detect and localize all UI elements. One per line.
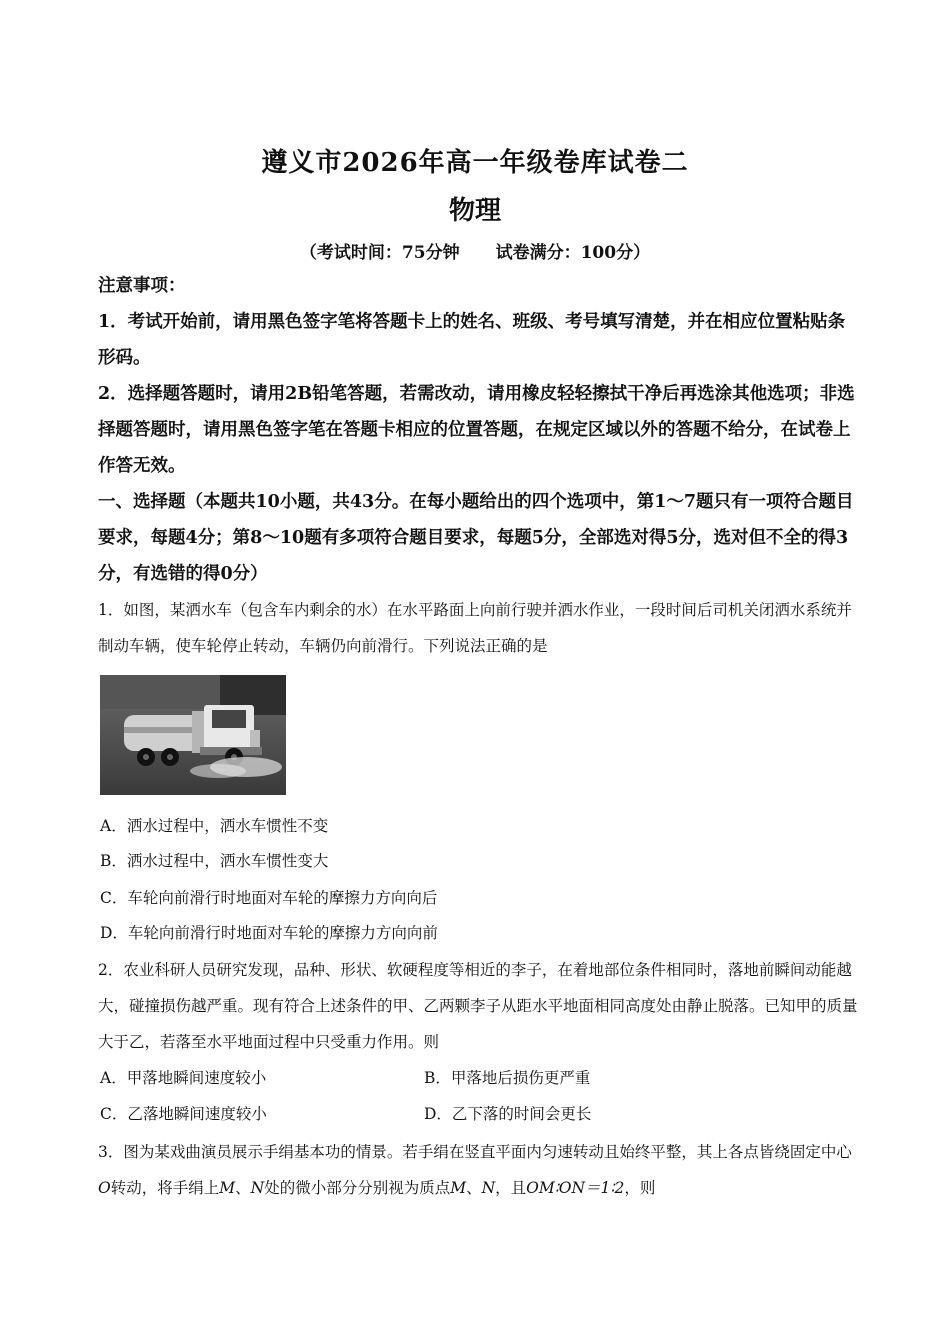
q3-symbol-m2: M [450, 1179, 467, 1197]
sprinkler-truck-photo [100, 675, 286, 795]
question-1-stem: 1．如图，某洒水车（包含车内剩余的水）在水平路面上向前行驶并洒水作业，一段时间后司机关闭洒水系统并制动车辆，使车轮停止转动，车辆仍向前滑行。下列说法正确的是 [98, 601, 852, 655]
notice-heading: 注意事项： [98, 276, 186, 296]
q1-option-b: B．洒水过程中，洒水车惯性变大 [100, 852, 329, 870]
section-1-heading: 一、选择题（本题共10小题，共43分。在每小题给出的四个选项中，第1～7题只有一项符合题目要求，每题4分；第8～10题有多项符合题目要求，每题5分，全部选对得5分，选对但不全的得3分，有选错的得0分） [98, 492, 854, 584]
q1-option-d: D．车轮向前滑行时地面对车轮的摩擦力方向向前 [100, 924, 438, 942]
question-2-stem: 2．农业科研人员研究发现，品种、形状、软硬程度等相近的李子，在着地部位条件相同时，落地前瞬间动能越大，碰撞损伤越严重。现有符合上述条件的甲、乙两颗李子从距水平地面相同高度处由静止脱落。已知甲的质量大于乙，若落至水平地面过程中只受重力作用。则 [98, 961, 858, 1051]
q3-symbol-n2: N [481, 1179, 496, 1197]
q3-text-4: ，且 [495, 1179, 527, 1197]
exam-title: 遵义市2026年高一年级卷库试卷二 [261, 148, 689, 178]
q3-sep-2: 、 [466, 1179, 482, 1197]
q2-option-b: B．甲落地后损伤更严重 [424, 1069, 591, 1087]
q3-text-2: 转动，将手绢上 [110, 1179, 220, 1197]
q3-symbol-m: M [219, 1179, 236, 1197]
exam-time: （考试时间：75分钟 [299, 243, 460, 263]
q3-ratio: OM∶ON＝1∶2 [526, 1179, 625, 1197]
q3-text-1: 3．图为某戏曲演员展示手绢基本功的情景。若手绢在竖直平面内匀速转动且始终平整，其上各点皆绕固定中心 [98, 1143, 852, 1161]
q3-sep-1: 、 [235, 1179, 251, 1197]
exam-subject: 物理 [448, 196, 501, 226]
q2-option-c: C．乙落地瞬间速度较小 [100, 1105, 267, 1123]
q3-symbol-o: O [98, 1179, 111, 1197]
q2-option-d: D．乙下落的时间会更长 [424, 1105, 592, 1123]
q1-option-a: A．洒水过程中，洒水车惯性不变 [100, 817, 329, 835]
q3-text-5: ，则 [624, 1179, 656, 1197]
question-3-stem [98, 1134, 862, 1206]
q3-text-3: 处的微小部分分别视为质点 [264, 1179, 451, 1197]
q2-option-a: A．甲落地瞬间速度较小 [100, 1069, 267, 1087]
exam-meta [0, 238, 950, 263]
notice-item-1: 1．考试开始前，请用黑色签字笔将答题卡上的姓名、班级、考号填写清楚，并在相应位置粘贴条形码。 [98, 312, 846, 368]
q3-symbol-n: N [250, 1179, 265, 1197]
full-score: 试卷满分：100分） [495, 243, 651, 263]
notice-item-2: 2．选择题答题时，请用2B铅笔答题，若需改动，请用橡皮轻轻擦拭干净后再选涂其他选项；非选择题答题时，请用黑色签字笔在答题卡相应的位置答题，在规定区域以外的答题不给分，在试卷上作答无效。 [98, 384, 855, 476]
q1-option-c: C．车轮向前滑行时地面对车轮的摩擦力方向向后 [100, 889, 438, 907]
